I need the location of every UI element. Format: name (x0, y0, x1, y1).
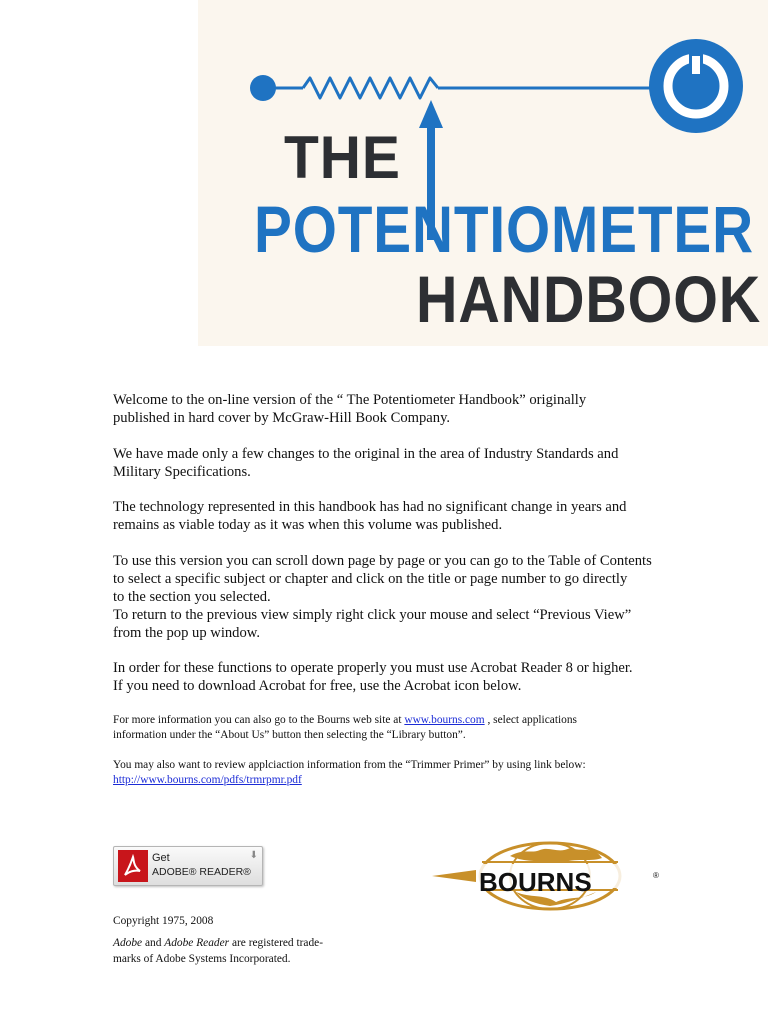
paragraph-line: to select a specific subject or chapter and click on the title or page number to go directly (113, 571, 628, 587)
cover-title-line-3: HANDBOOK (416, 262, 762, 336)
paragraph-line: To use this version you can scroll down page by page or you can go to the Table of Contents (113, 553, 652, 569)
primer-line: You may also want to review applciaction information from the “Trimmer Primer” by using link below: (113, 759, 586, 771)
paragraph-line: from the pop up window. (113, 625, 260, 641)
info-line-1 (113, 713, 713, 728)
paragraph-line: published in hard cover by McGraw-Hill Book Company. (113, 410, 451, 426)
adobe-reader-italic: Adobe Reader (164, 937, 230, 949)
cover-title-line-1: THE (284, 124, 401, 191)
trademark-line-2: marks of Adobe Systems Incorporated. (113, 953, 291, 965)
paragraph-line: remains as viable today as it was when this volume was published. (113, 517, 503, 533)
get-adobe-reader-button[interactable] (113, 846, 263, 886)
usage-paragraph (113, 552, 703, 642)
paragraph-line: The technology represented in this handbook has had no significant change in years and (113, 499, 627, 515)
welcome-paragraph (113, 391, 703, 427)
paragraph-line: Military Specifications. (113, 464, 251, 480)
bourns-wordmark: BOURNS (479, 867, 592, 897)
adobe-get-label: Get (152, 852, 170, 864)
primer-link-line (113, 773, 713, 788)
adobe-italic: Adobe (113, 937, 143, 949)
cover-title-line-2: POTENTIOMETER (254, 192, 754, 266)
trimmer-primer-link[interactable]: http://www.bourns.com/pdfs/trmrpmr.pdf (113, 774, 302, 786)
paragraph-line: In order for these functions to operate properly you must use Acrobat Reader 8 or higher. (113, 660, 633, 676)
acrobat-paragraph (113, 659, 703, 695)
trimmer-primer-paragraph (113, 758, 713, 788)
paragraph-line: Welcome to the on-line version of the “ The Potentiometer Handbook” originally (113, 392, 587, 408)
download-icon: ⬇ (249, 850, 258, 861)
paragraph-line: We have made only a few changes to the original in the area of Industry Standards and (113, 446, 619, 462)
paragraph-line: to the section you selected. (113, 589, 271, 605)
changes-paragraph (113, 445, 703, 481)
info-line-2: information under the “About Us” button then selecting the “Library button”. (113, 729, 466, 741)
cover-image (198, 0, 768, 346)
adobe-pdf-icon (118, 850, 148, 882)
adobe-reader-label: ADOBE® READER® (152, 866, 251, 878)
and-text: and (142, 937, 165, 949)
technology-paragraph (113, 498, 703, 534)
info-text: , select applications (484, 714, 577, 726)
registered-mark: ® (653, 871, 659, 880)
copyright-text: Copyright 1975, 2008 (113, 915, 214, 927)
paragraph-line: To return to the previous view simply right click your mouse and select “Previous View” (113, 607, 632, 623)
info-text: For more information you can also go to the Bourns web site at (113, 714, 405, 726)
bourns-logo (432, 840, 664, 912)
trademark-text: are registered trade- (229, 937, 324, 949)
paragraph-line: If you need to download Acrobat for free, use the Acrobat icon below. (113, 678, 522, 694)
bourns-info-paragraph (113, 713, 713, 743)
trademark-line-1 (113, 935, 323, 951)
bourns-website-link[interactable]: www.bourns.com (404, 714, 485, 726)
